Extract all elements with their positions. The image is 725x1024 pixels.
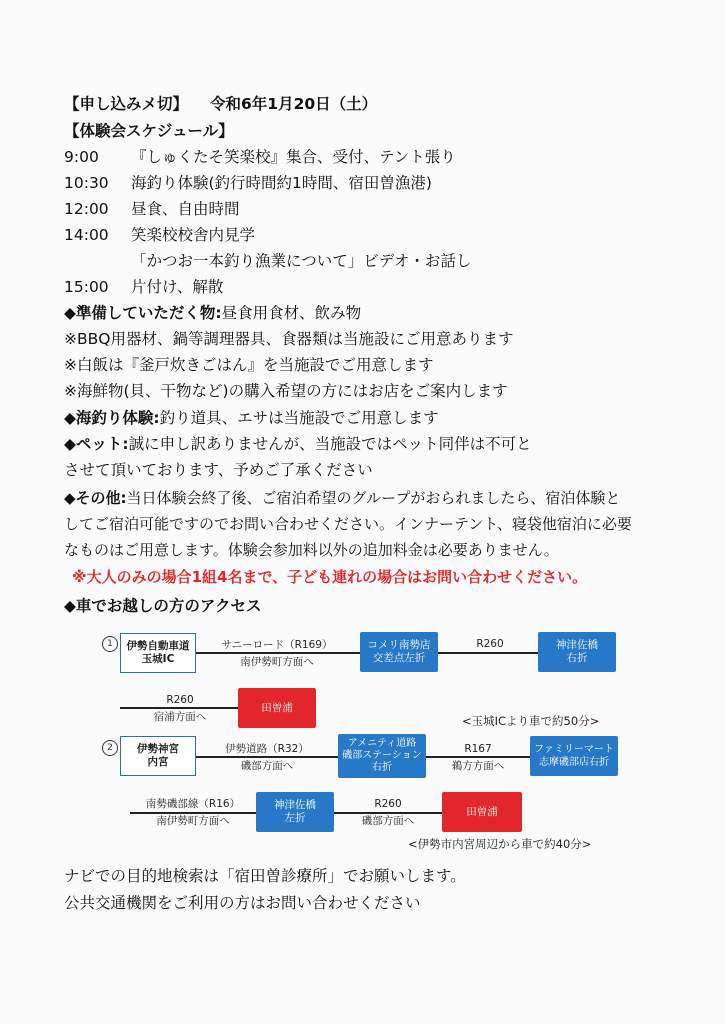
route-2-start-line1: 伊勢神宮 bbox=[137, 743, 179, 755]
route-1-road-2 bbox=[438, 652, 538, 654]
schedule-text: 昼食、自由時間 bbox=[131, 200, 240, 218]
route-1-road-2-name: R260 bbox=[476, 638, 504, 650]
route-1-turn-1 bbox=[360, 632, 438, 672]
route-2-turn-2 bbox=[530, 736, 618, 776]
schedule-time: 14:00 bbox=[64, 226, 109, 244]
route-1-turn-2-line1: 神津佐橋 bbox=[556, 639, 598, 651]
route-1-start bbox=[120, 633, 196, 673]
route-2-start-line2: 内宮 bbox=[147, 756, 169, 768]
route-2-road-1 bbox=[196, 756, 338, 758]
route-1-turn-1-line1: コメリ南勢店 bbox=[367, 639, 431, 651]
route-2-road-1-dir: 磯部方面へ bbox=[240, 760, 294, 772]
route-1-start-line1: 伊勢自動車道 bbox=[126, 640, 190, 652]
route-2-turn-2-line2: 志摩磯部店右折 bbox=[539, 757, 609, 768]
other-line bbox=[64, 488, 620, 508]
fishing-line bbox=[64, 408, 439, 428]
fishing-text: 釣り道具、エサは当施設でご用意します bbox=[159, 409, 439, 427]
schedule-text: 「かつお一本釣り漁業について」ビデオ・お話し bbox=[131, 252, 472, 270]
route-2-road-3-name: 南勢磯部線（R16） bbox=[145, 798, 241, 810]
other-label: ◆その他: bbox=[64, 489, 127, 507]
schedule-time: 12:00 bbox=[64, 200, 109, 218]
route-2-road-3-dir: 南伊勢町方面へ bbox=[156, 815, 230, 827]
prepare-note: ※海鮮物(貝、干物など)の購入希望の方にはお店をご案内します bbox=[64, 382, 508, 400]
transit-text: 公共交通機関をご利用の方はお問い合わせください bbox=[64, 894, 421, 912]
route-2-road-4-dir: 磯部方面へ bbox=[361, 815, 415, 827]
prepare-text: 昼食用食材、飲み物 bbox=[221, 304, 362, 322]
schedule-text: 『しゅくたそ笑楽校』集合、受付、テント張り bbox=[131, 148, 456, 166]
schedule-text: 海釣り体験(釣行時間約1時間、宿田曽漁港) bbox=[131, 174, 432, 192]
route-1-road-3-dir: 宿浦方面へ bbox=[153, 711, 207, 723]
route-1-road-1 bbox=[196, 652, 360, 654]
route-2-road-2-name: R167 bbox=[464, 743, 492, 755]
route-2-road-3 bbox=[130, 812, 256, 814]
navi-text: ナビでの目的地検索は「宿田曽診療所」でお願いします。 bbox=[64, 867, 466, 885]
prepare-note: ※白飯は『釜戸炊きごはん』を当施設でご用意します bbox=[64, 356, 434, 374]
schedule-time: 10:30 bbox=[64, 174, 109, 192]
deadline-date: 令和6年1月20日（土） bbox=[210, 95, 378, 113]
route-1-destination: 田曽浦 bbox=[238, 688, 316, 728]
route-1-turn-2-line2: 右折 bbox=[566, 652, 588, 664]
route-1-number: 1 bbox=[102, 636, 118, 652]
route-2-road-2-dir: 鵜方方面へ bbox=[451, 760, 505, 772]
fishing-label: ◆海釣り体験: bbox=[64, 409, 160, 427]
deadline-label: 【申し込みメ切】 bbox=[64, 95, 189, 113]
route-1-road-3-name: R260 bbox=[166, 694, 194, 706]
schedule-text: 笑楽校校舎内見学 bbox=[131, 226, 256, 244]
route-2-turn-1 bbox=[338, 734, 426, 778]
route-2-turn-3-line2: 左折 bbox=[284, 812, 306, 824]
prepare-note: ※BBQ用器材、鍋等調理器具、食器類は当施設にご用意あります bbox=[64, 330, 514, 348]
route-2-turn-1-line2: 磯部ステーション bbox=[342, 750, 422, 761]
route-2-road-1-name: 伊勢道路（R32） bbox=[225, 743, 309, 755]
route-2-turn-3 bbox=[256, 792, 334, 832]
route-2-number: 2 bbox=[102, 740, 118, 756]
pet-label: ◆ペット: bbox=[64, 435, 129, 453]
other-text-3: なものはご用意します。体験会参加料以外の追加料金は必要ありません。 bbox=[64, 541, 559, 559]
route-1-turn-1-line2: 交差点左折 bbox=[372, 652, 426, 664]
pet-text-2: させて頂いております、予めご了承ください bbox=[64, 461, 373, 479]
route-2-turn-1-line3: 右折 bbox=[372, 762, 392, 773]
route-2-start bbox=[120, 736, 196, 776]
warning-text: ※大人のみの場合1組4名まで、子ども連れの場合はお問い合わせください。 bbox=[72, 568, 588, 586]
pet-text: 誠に申し訳ありませんが、当施設ではペット同伴は不可と bbox=[128, 435, 532, 453]
schedule-time: 9:00 bbox=[64, 148, 99, 166]
route-2-turn-3-line1: 神津佐橋 bbox=[274, 799, 316, 811]
route-2-destination: 田曽浦 bbox=[442, 792, 522, 832]
route-1-road-1-name: サニーロード（R169） bbox=[221, 639, 333, 651]
route-2-road-2 bbox=[426, 756, 530, 758]
route-1-road-3 bbox=[120, 707, 238, 709]
prepare-label: ◆準備していただく物: bbox=[64, 304, 222, 322]
route-1-start-line2: 玉城IC bbox=[141, 653, 175, 665]
route-2-time-note: <伊勢市内宮周辺から車で約40分> bbox=[408, 837, 592, 851]
other-text: 当日体験会終了後、ご宿泊希望のグループがおられましたら、宿泊体験と bbox=[126, 489, 621, 507]
prepare-line bbox=[64, 303, 361, 323]
route-2-road-4 bbox=[334, 812, 442, 814]
other-text-2: してご宿泊可能ですのでお問い合わせください。インナーテント、寝袋他宿泊に必要 bbox=[64, 515, 632, 533]
schedule-time: 15:00 bbox=[64, 278, 109, 296]
pet-line bbox=[64, 434, 532, 454]
route-1-time-note: <玉城ICより車で約50分> bbox=[462, 714, 600, 728]
route-2-turn-1-line1: アメニティ道路 bbox=[347, 738, 417, 749]
schedule-heading: 【体験会スケジュール】 bbox=[64, 122, 234, 140]
access-heading: ◆車でお越しの方のアクセス bbox=[64, 597, 262, 615]
route-2-road-4-name: R260 bbox=[374, 798, 402, 810]
route-1-road-1-dir: 南伊勢町方面へ bbox=[240, 656, 314, 668]
route-2-turn-2-line1: ファミリーマート bbox=[534, 744, 614, 755]
schedule-text: 片付け、解散 bbox=[131, 278, 224, 296]
route-1-turn-2 bbox=[538, 632, 616, 672]
